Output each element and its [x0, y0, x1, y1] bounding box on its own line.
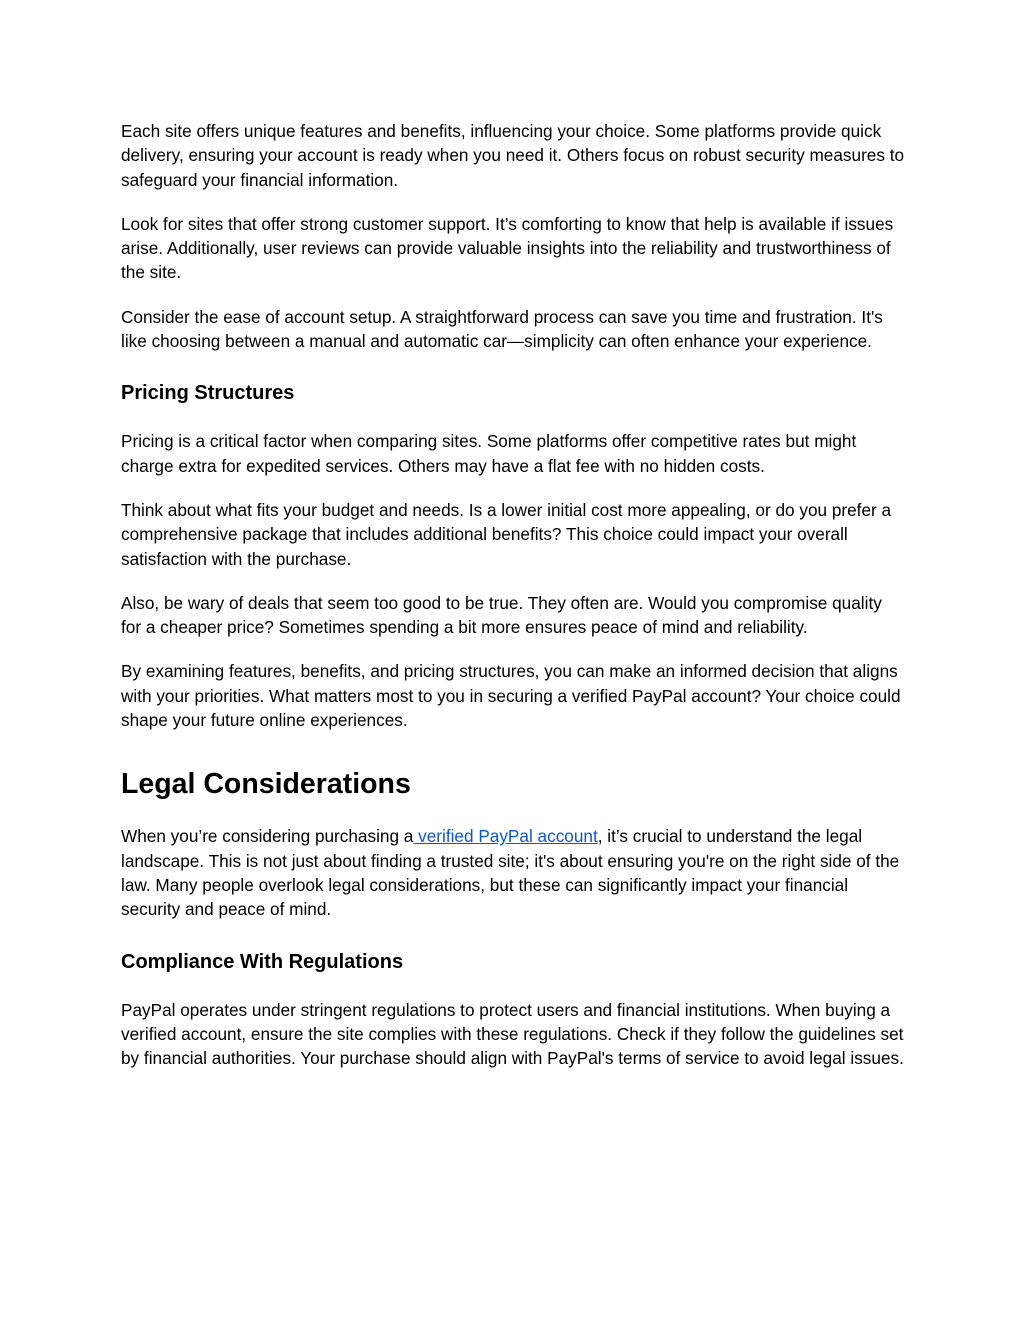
pricing-paragraph-1: Pricing is a critical factor when comparing sites. Some platforms offer competitive rates but might charge extra for expedited services. Others may have a flat fee with no hidden costs.	[121, 431, 857, 476]
pricing-paragraph-2: Think about what fits your budget and needs. Is a lower initial cost more appealing, or do you prefer a comprehensive package that includes additional benefits? This choice could impact your overall satisfaction with the purchase.	[121, 499, 892, 569]
compliance-paragraph: PayPal operates under stringent regulations to protect users and financial institutions. When buying a verified account, ensure the site complies with these regulations. Check if they follow the guidelines set by financial authorities. Your purchase should align with PayPal's terms of service to avoid legal issues.	[121, 999, 904, 1069]
legal-considerations-heading: Legal Considerations	[121, 768, 411, 801]
legal-intro-text-after: , it’s crucial to understand the legal landscape. This is not just about finding a trusted site; it's about ensuring you're on the right side of the law. Many people overlook legal considerations, but these can significantly impact your financial security and peace of mind.	[121, 826, 900, 920]
legal-intro-text-before: When you’re considering purchasing a	[121, 826, 414, 847]
compliance-heading: Compliance With Regulations	[121, 950, 404, 973]
pricing-paragraph-3: Also, be wary of deals that seem too good to be true. They often are. Would you compromise quality for a cheaper price? Sometimes spending a bit more ensures peace of mind and reliability.	[121, 592, 882, 638]
pricing-paragraph-4: By examining features, benefits, and pricing structures, you can make an informed decision that aligns with your priorities. What matters most to you in securing a verified PayPal account? Your choice could shape your future online experiences.	[121, 661, 901, 731]
setup-paragraph: Consider the ease of account setup. A straightforward process can save you time and frustration. It's like choosing between a manual and automatic car—simplicity can often enhance your experience.	[121, 306, 883, 352]
features-paragraph: Each site offers unique features and benefits, influencing your choice. Some platforms provide quick delivery, ensuring your account is ready when you need it. Others focus on robust security measures to safeguard your financial information.	[121, 121, 905, 190]
pricing-structures-heading: Pricing Structures	[121, 382, 295, 405]
verified-paypal-account-link[interactable]: verified PayPal account	[413, 826, 598, 847]
support-paragraph: Look for sites that offer strong customer support. It’s comforting to know that help is available if issues arise. Additionally, user reviews can provide valuable insights into the reliability and trustworthiness of the site.	[121, 213, 894, 283]
legal-intro-paragraph	[121, 824, 906, 921]
